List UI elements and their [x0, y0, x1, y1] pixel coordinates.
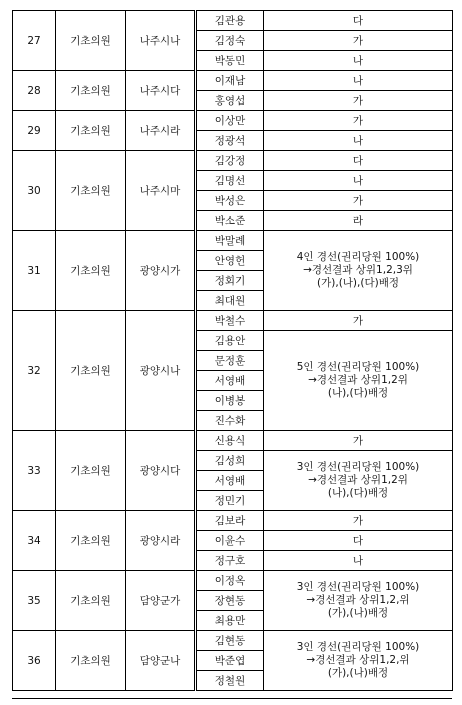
- candidate-name: 정광석: [196, 131, 264, 151]
- table-row: [13, 311, 453, 331]
- candidate-name: 김현동: [196, 631, 264, 651]
- candidate-table: [12, 10, 453, 691]
- row-number: 28: [13, 71, 56, 111]
- district-name: 광양시가: [126, 231, 196, 311]
- election-type: 기초의원: [56, 511, 126, 571]
- candidate-name: 서영배: [196, 371, 264, 391]
- ballot-code: 가: [264, 31, 453, 51]
- table-row: [13, 231, 453, 251]
- ballot-code: 가: [264, 511, 453, 531]
- row-number: 33: [13, 431, 56, 511]
- candidate-name: 최대원: [196, 291, 264, 311]
- candidate-name: 박철수: [196, 311, 264, 331]
- candidate-name: 김보라: [196, 511, 264, 531]
- ballot-code: 다: [264, 531, 453, 551]
- district-name: 나주시다: [126, 71, 196, 111]
- candidate-name: 박성은: [196, 191, 264, 211]
- election-type: 기초의원: [56, 571, 126, 631]
- district-name: 담양군나: [126, 631, 196, 691]
- ballot-code: 가: [264, 191, 453, 211]
- bottom-rule: [12, 698, 452, 699]
- candidate-name: 김용안: [196, 331, 264, 351]
- primary-result-note: 4인 경선(권리당원 100%) →경선결과 상위1,2,3위 (가),(나),(다)배정: [264, 231, 453, 311]
- ballot-code: 나: [264, 171, 453, 191]
- district-name: 나주시나: [126, 11, 196, 71]
- table-row: [13, 511, 453, 531]
- candidate-name: 박동민: [196, 51, 264, 71]
- candidate-name: 이상만: [196, 111, 264, 131]
- candidate-name: 박소준: [196, 211, 264, 231]
- election-type: 기초의원: [56, 11, 126, 71]
- candidate-name: 정철원: [196, 671, 264, 691]
- table-row: [13, 431, 453, 451]
- table-row: [13, 111, 453, 131]
- candidate-name: 서영배: [196, 471, 264, 491]
- election-type: 기초의원: [56, 431, 126, 511]
- candidate-name: 정회기: [196, 271, 264, 291]
- district-name: 나주시마: [126, 151, 196, 231]
- candidate-name: 김성희: [196, 451, 264, 471]
- candidate-name: 신용식: [196, 431, 264, 451]
- district-name: 담양군가: [126, 571, 196, 631]
- district-name: 광양시라: [126, 511, 196, 571]
- table-row: [13, 571, 453, 591]
- row-number: 35: [13, 571, 56, 631]
- election-type: 기초의원: [56, 71, 126, 111]
- election-type: 기초의원: [56, 311, 126, 431]
- candidate-name: 정구호: [196, 551, 264, 571]
- row-number: 31: [13, 231, 56, 311]
- primary-result-note: 3인 경선(권리당원 100%) →경선결과 상위1,2,위 (가),(나)배정: [264, 571, 453, 631]
- ballot-code: 나: [264, 51, 453, 71]
- candidate-name: 김관용: [196, 11, 264, 31]
- table-row: [13, 71, 453, 91]
- district-name: 광양시다: [126, 431, 196, 511]
- primary-result-note: 5인 경선(권리당원 100%) →경선결과 상위1,2위 (나),(다)배정: [264, 331, 453, 431]
- candidate-name: 박준엽: [196, 651, 264, 671]
- ballot-code: 다: [264, 11, 453, 31]
- candidate-name: 박말례: [196, 231, 264, 251]
- candidate-name: 문정훈: [196, 351, 264, 371]
- table-body: [13, 11, 453, 691]
- ballot-code: 가: [264, 311, 453, 331]
- election-type: 기초의원: [56, 631, 126, 691]
- ballot-code: 라: [264, 211, 453, 231]
- district-name: 광양시나: [126, 311, 196, 431]
- election-type: 기초의원: [56, 231, 126, 311]
- candidate-name: 진수화: [196, 411, 264, 431]
- primary-result-note: 3인 경선(권리당원 100%) →경선결과 상위1,2위 (나),(다)배정: [264, 451, 453, 511]
- table-row: [13, 631, 453, 651]
- candidate-name: 홍영섭: [196, 91, 264, 111]
- ballot-code: 다: [264, 151, 453, 171]
- ballot-code: 가: [264, 91, 453, 111]
- candidate-name: 이병봉: [196, 391, 264, 411]
- candidate-name: 최용만: [196, 611, 264, 631]
- ballot-code: 나: [264, 71, 453, 91]
- candidate-name: 이윤수: [196, 531, 264, 551]
- row-number: 32: [13, 311, 56, 431]
- row-number: 34: [13, 511, 56, 571]
- row-number: 30: [13, 151, 56, 231]
- candidate-name: 김정숙: [196, 31, 264, 51]
- row-number: 36: [13, 631, 56, 691]
- candidate-name: 장현동: [196, 591, 264, 611]
- election-type: 기초의원: [56, 151, 126, 231]
- ballot-code: 가: [264, 111, 453, 131]
- district-name: 나주시라: [126, 111, 196, 151]
- ballot-code: 나: [264, 551, 453, 571]
- row-number: 27: [13, 11, 56, 71]
- candidate-name: 이재남: [196, 71, 264, 91]
- table-row: [13, 151, 453, 171]
- candidate-name: 안영헌: [196, 251, 264, 271]
- table-row: [13, 11, 453, 31]
- candidate-name: 김강정: [196, 151, 264, 171]
- ballot-code: 나: [264, 131, 453, 151]
- candidate-name: 김명선: [196, 171, 264, 191]
- primary-result-note: 3인 경선(권리당원 100%) →경선결과 상위1,2,위 (가),(나)배정: [264, 631, 453, 691]
- election-type: 기초의원: [56, 111, 126, 151]
- ballot-code: 가: [264, 431, 453, 451]
- candidate-name: 이정옥: [196, 571, 264, 591]
- candidate-name: 정민기: [196, 491, 264, 511]
- row-number: 29: [13, 111, 56, 151]
